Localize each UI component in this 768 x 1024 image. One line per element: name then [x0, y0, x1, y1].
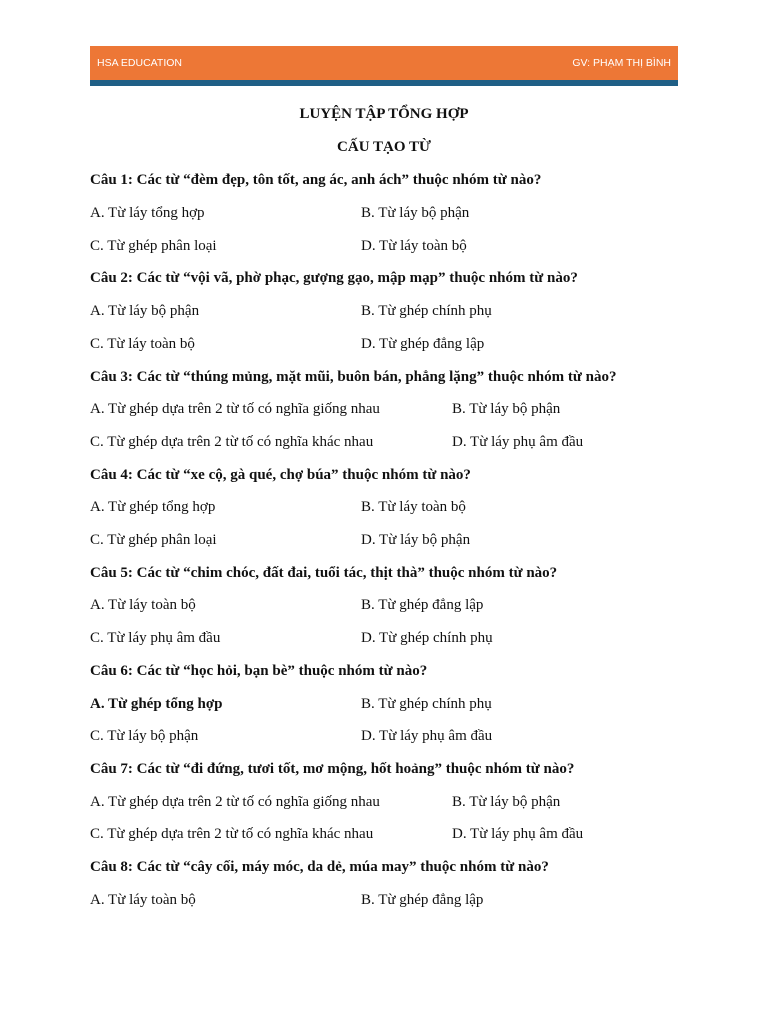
question-6: Câu 6: Các từ “học hỏi, bạn bè” thuộc nhóm từ nào? [90, 663, 428, 679]
q4-option-c: C. Từ ghép phân loại [90, 532, 217, 548]
question-3: Câu 3: Các từ “thúng mủng, mặt mũi, buôn bán, phẳng lặng” thuộc nhóm từ nào? [90, 369, 617, 385]
q2-option-d: D. Từ ghép đẳng lập [361, 336, 485, 352]
question-8: Câu 8: Các từ “cây cối, máy móc, da dẻ, múa may” thuộc nhóm từ nào? [90, 859, 549, 875]
q4-option-b: B. Từ láy toàn bộ [361, 499, 466, 515]
page-subtitle: CẤU TẠO TỪ [337, 139, 431, 155]
question-1: Câu 1: Các từ “đèm đẹp, tôn tốt, ang ác, anh ách” thuộc nhóm từ nào? [90, 172, 542, 188]
page-title: LUYỆN TẬP TỔNG HỢP [299, 106, 469, 122]
q6-option-a: A. Từ ghép tổng hợp [90, 696, 223, 712]
question-4: Câu 4: Các từ “xe cộ, gà qué, chợ búa” thuộc nhóm từ nào? [90, 467, 471, 483]
q5-option-b: B. Từ ghép đẳng lập [361, 597, 484, 613]
q6-option-d: D. Từ láy phụ âm đầu [361, 728, 493, 744]
q2-option-b: B. Từ ghép chính phụ [361, 303, 492, 319]
q5-option-d: D. Từ ghép chính phụ [361, 630, 493, 646]
question-7: Câu 7: Các từ “đi đứng, tươi tốt, mơ mộng, hốt hoảng” thuộc nhóm từ nào? [90, 761, 575, 777]
q4-option-a: A. Từ ghép tổng hợp [90, 499, 216, 515]
q3-option-c: C. Từ ghép dựa trên 2 từ tố có nghĩa khác nhau [90, 434, 374, 450]
q7-option-a: A. Từ ghép dựa trên 2 từ tố có nghĩa giống nhau [90, 794, 380, 810]
q2-option-c: C. Từ láy toàn bộ [90, 336, 195, 352]
q8-option-a: A. Từ láy toàn bộ [90, 892, 196, 908]
q1-option-d: D. Từ láy toàn bộ [361, 238, 467, 254]
q1-option-a: A. Từ láy tổng hợp [90, 205, 205, 221]
q4-option-d: D. Từ láy bộ phận [361, 532, 471, 548]
q1-option-c: C. Từ ghép phân loại [90, 238, 217, 254]
question-2: Câu 2: Các từ “vội vã, phờ phạc, gượng gạo, mập mạp” thuộc nhóm từ nào? [90, 270, 578, 286]
q3-option-b: B. Từ láy bộ phận [452, 401, 561, 417]
q7-option-c: C. Từ ghép dựa trên 2 từ tố có nghĩa khác nhau [90, 826, 374, 842]
header-divider [90, 80, 678, 86]
header-brand: HSA EDUCATION [97, 57, 182, 69]
q5-option-a: A. Từ láy toàn bộ [90, 597, 196, 613]
q6-option-b: B. Từ ghép chính phụ [361, 696, 492, 712]
q7-option-b: B. Từ láy bộ phận [452, 794, 561, 810]
q3-option-d: D. Từ láy phụ âm đầu [452, 434, 584, 450]
q8-option-b: B. Từ ghép đẳng lập [361, 892, 484, 908]
q1-option-b: B. Từ láy bộ phận [361, 205, 470, 221]
question-5: Câu 5: Các từ “chim chóc, đất đai, tuổi tác, thịt thà” thuộc nhóm từ nào? [90, 565, 558, 581]
q6-option-c: C. Từ láy bộ phận [90, 728, 199, 744]
q7-option-d: D. Từ láy phụ âm đầu [452, 826, 584, 842]
q3-option-a: A. Từ ghép dựa trên 2 từ tố có nghĩa giống nhau [90, 401, 380, 417]
q2-option-a: A. Từ láy bộ phận [90, 303, 200, 319]
header-teacher: GV: PHẠM THỊ BÌNH [572, 57, 671, 69]
header-bar [90, 46, 678, 80]
q5-option-c: C. Từ láy phụ âm đầu [90, 630, 221, 646]
